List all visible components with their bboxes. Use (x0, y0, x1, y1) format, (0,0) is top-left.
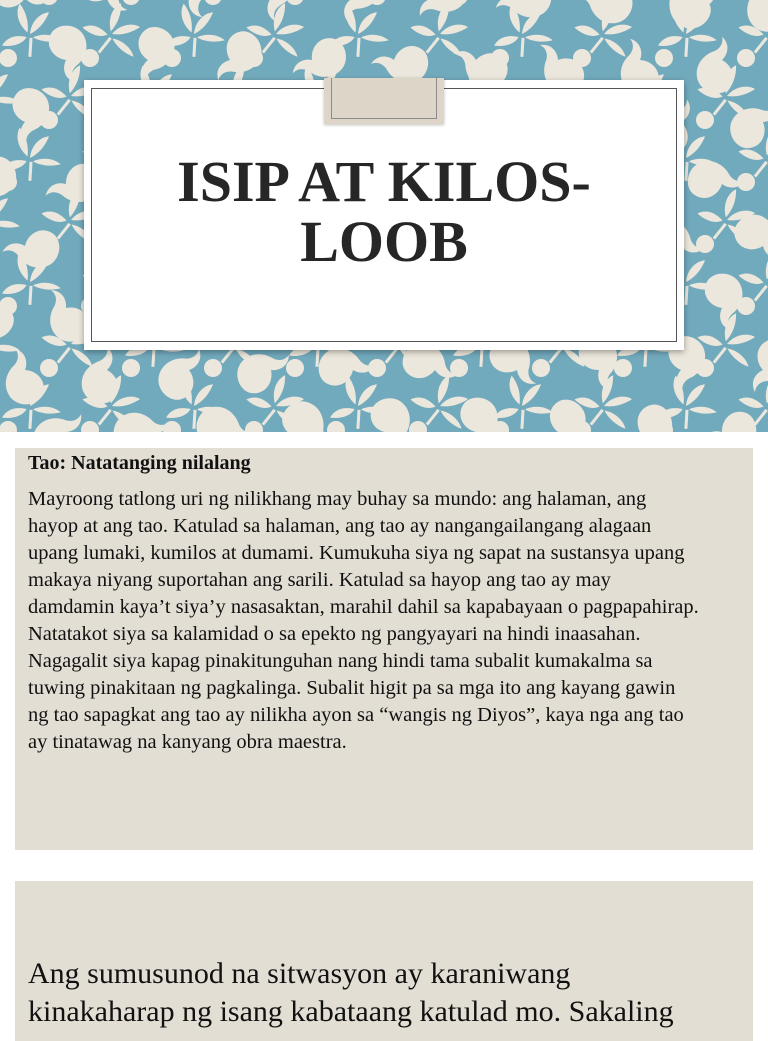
slide-title-line-1: ISIP AT KILOS- (177, 149, 591, 214)
title-card (84, 80, 684, 350)
dot-icon (655, 49, 673, 67)
section-heading: Tao: Natatanging nilalang (28, 452, 251, 474)
dot-icon (40, 359, 58, 377)
dot-icon (737, 173, 755, 191)
situation-slide (15, 881, 753, 1041)
dot-icon (409, 49, 427, 67)
dot-icon (163, 49, 181, 67)
paragraph-line: makaya niyang suportahan ang sarili. Katulad sa hayop ang tao ay may (28, 569, 611, 591)
paragraph-line: tuwing pinakitaan ng pagkalinga. Subalit higit pa sa mga ito ang kayang gawin (28, 677, 676, 699)
paragraph-line: damdamin kaya’t siya’y nasasaktan, marahil dahil sa kapabayaan o pagpapahirap. (28, 596, 699, 618)
paragraph-line: Natatakot siya sa kalamidad o sa epekto ng pangyayari na hindi inaasahan. (28, 623, 641, 645)
title-card-tab (324, 78, 444, 124)
dot-icon (40, 111, 58, 129)
dot-icon (245, 49, 263, 67)
dot-icon (122, 359, 140, 377)
dot-icon (737, 297, 755, 315)
paragraph-line: Mayroong tatlong uri ng nilikhang may buhay sa mundo: ang halaman, ang (28, 488, 647, 510)
dot-icon (614, 359, 632, 377)
lead-line: kinakaharap ng isang kabataang katulad mo. Sakaling (28, 995, 674, 1028)
dot-icon (696, 359, 714, 377)
dot-icon (368, 359, 386, 377)
slide-title-line-2: LOOB (300, 209, 468, 274)
dot-icon (327, 49, 345, 67)
dot-icon (286, 359, 304, 377)
slide-title (104, 149, 664, 274)
paragraph-line: hayop at ang tao. Katulad sa halaman, ang tao ay nangangailangang alagaan (28, 515, 652, 537)
dot-icon (696, 111, 714, 129)
text-slide (15, 448, 753, 850)
body-paragraph (28, 486, 760, 756)
dot-icon (532, 359, 550, 377)
dot-icon (81, 49, 99, 67)
dot-icon (450, 359, 468, 377)
lead-paragraph (28, 955, 748, 1031)
paragraph-line: Nagagalit siya kapag pinakitunguhan nang hindi tama subalit kumakalma sa (28, 650, 653, 672)
dot-icon (204, 359, 222, 377)
dot-icon (737, 49, 755, 67)
dot-icon (491, 49, 509, 67)
paragraph-line: upang lumaki, kumilos at dumami. Kumukuha siya ng sapat na sustansya upang (28, 542, 685, 564)
paragraph-line: ng tao sapagkat ang tao ay nilikha ayon sa “wangis ng Diyos”, kaya nga ang tao (28, 704, 684, 726)
paragraph-line: ay tinatawag na kanyang obra maestra. (28, 731, 347, 753)
dot-icon (696, 235, 714, 253)
title-card-tab-border (331, 78, 437, 119)
dot-icon (573, 49, 591, 67)
title-slide (0, 0, 768, 432)
dot-icon (40, 235, 58, 253)
lead-line: Ang sumusunod na sitwasyon ay karaniwang (28, 957, 571, 990)
